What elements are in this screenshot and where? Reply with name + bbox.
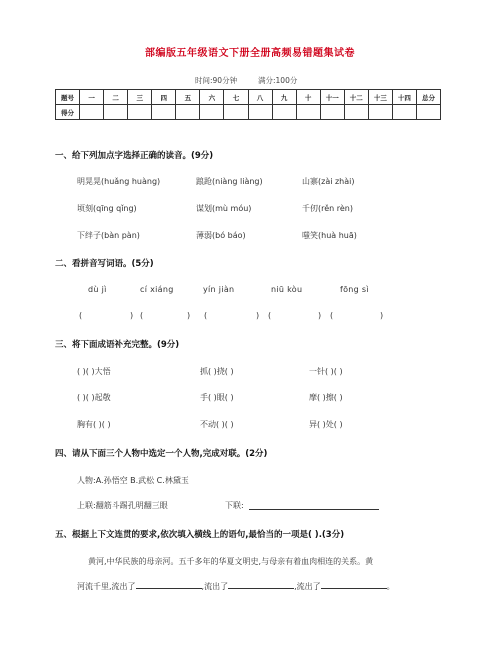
answer-bracket-close: ) xyxy=(130,311,134,320)
score-input-cell[interactable] xyxy=(296,105,320,120)
score-row-label: 得分 xyxy=(56,105,80,120)
score-input-cell[interactable] xyxy=(224,105,248,120)
score-table xyxy=(55,89,441,120)
fill-blank[interactable] xyxy=(321,588,387,589)
score-table-cell: 十 xyxy=(296,90,320,105)
answer-bracket-open: ( xyxy=(79,311,83,320)
fill-blank[interactable] xyxy=(136,588,202,589)
answer-bracket-close: ) xyxy=(256,311,260,320)
q1-item: 千仞(rěn rèn) xyxy=(302,204,353,213)
score-input-cell[interactable] xyxy=(416,105,440,120)
pinyin-item: dù jì xyxy=(88,285,107,294)
answer-bracket-open: ( xyxy=(204,311,208,320)
score-table-cell: 十一 xyxy=(320,90,344,105)
score-table-cell: 四 xyxy=(152,90,176,105)
pinyin-item: cí xiáng xyxy=(140,285,174,294)
answer-bracket-open: ( xyxy=(140,311,144,320)
score-table-score-row xyxy=(56,105,441,120)
score-input-cell[interactable] xyxy=(104,105,128,120)
score-table-cell: 三 xyxy=(128,90,152,105)
idiom-item: 手( )眼( ) xyxy=(200,393,234,402)
section-2-heading: 二、看拼音写词语。(5分) xyxy=(55,259,154,269)
time-limit: 时间:90分钟 xyxy=(195,76,238,85)
q1-item: 下绊子(bàn pàn) xyxy=(77,231,140,240)
score-table-cell: 总分 xyxy=(416,90,440,105)
passage-text: 河流千里,流出了 xyxy=(77,582,136,591)
idiom-item: 摩( )擦( ) xyxy=(309,393,343,402)
pinyin-item: fōng sì xyxy=(340,285,369,294)
idiom-item: 胸有( )( ) xyxy=(77,420,111,429)
score-table-cell: 一 xyxy=(80,90,104,105)
idiom-item: 不动( )( ) xyxy=(200,420,234,429)
idiom-item: ( )( )大悟 xyxy=(77,367,111,376)
pinyin-item: niū kòu xyxy=(271,285,303,294)
section-3-heading: 三、将下面成语补充完整。(9分) xyxy=(55,340,180,350)
answer-bracket-close: ) xyxy=(187,311,191,320)
q1-item: 明晃晃(huǎng huàng) xyxy=(77,177,161,186)
passage-line: 黄河,中华民族的母亲河。五千多年的华夏文明史,与母亲有着血肉相连的关系。黄 xyxy=(88,557,374,566)
page-title: 部编版五年级语文下册全册高频易错题集试卷 xyxy=(145,48,355,59)
score-table-cell: 二 xyxy=(104,90,128,105)
pinyin-item: yín jiàn xyxy=(203,285,235,294)
section-5-heading: 五、根据上下文连贯的要求,依次填入横线上的语句,最恰当的一项是( ).(3分) xyxy=(55,530,345,540)
couplet-lower-label: 下联: xyxy=(225,501,244,510)
score-input-cell[interactable] xyxy=(176,105,200,120)
score-table-cell: 九 xyxy=(272,90,296,105)
q1-item: 谋划(mù móu) xyxy=(196,204,252,213)
q1-item: 踉跄(niàng liàng) xyxy=(196,177,263,186)
score-table-header-row xyxy=(56,90,441,105)
answer-bracket-open: ( xyxy=(268,311,272,320)
score-table-cell: 十四 xyxy=(392,90,416,105)
score-table-cell: 五 xyxy=(176,90,200,105)
score-table-cell: 七 xyxy=(224,90,248,105)
passage-text: ,流出了 xyxy=(294,582,321,591)
q1-item: 嗤笑(huà huā) xyxy=(302,231,357,240)
couplet-upper: 上联:翻筋斗踢孔明翻三眼 xyxy=(77,501,168,510)
q1-item: 山寨(zài zhài) xyxy=(302,177,355,186)
score-table-cell: 十三 xyxy=(368,90,392,105)
score-input-cell[interactable] xyxy=(344,105,368,120)
idiom-item: 抓( )挠( ) xyxy=(200,367,234,376)
score-input-cell[interactable] xyxy=(368,105,392,120)
score-input-cell[interactable] xyxy=(248,105,272,120)
answer-bracket-open: ( xyxy=(330,311,334,320)
score-input-cell[interactable] xyxy=(80,105,104,120)
score-input-cell[interactable] xyxy=(128,105,152,120)
passage-text: 。 xyxy=(386,582,395,591)
couplet-lower-blank[interactable] xyxy=(249,509,379,510)
q1-item: 顷刻(qīng qǐng) xyxy=(77,204,137,213)
score-input-cell[interactable] xyxy=(200,105,224,120)
score-table-cell: 六 xyxy=(200,90,224,105)
character-options: 人物:A.孙悟空 B.武松 C.林黛玉 xyxy=(77,476,189,485)
idiom-item: 一针( )( ) xyxy=(309,367,343,376)
answer-bracket-close: ) xyxy=(318,311,322,320)
score-input-cell[interactable] xyxy=(152,105,176,120)
passage-text: ,流出了 xyxy=(201,582,229,591)
q1-item: 薄弱(bó báo) xyxy=(196,231,246,240)
score-input-cell[interactable] xyxy=(320,105,344,120)
score-table-cell: 十二 xyxy=(344,90,368,105)
idiom-item: ( )( )起敬 xyxy=(77,393,111,402)
section-1-heading: 一、给下列加点字选择正确的读音。(9分) xyxy=(55,151,214,161)
answer-bracket-close: ) xyxy=(380,311,384,320)
score-input-cell[interactable] xyxy=(272,105,296,120)
passage-line-2 xyxy=(77,581,395,592)
idiom-item: 异( )处( ) xyxy=(309,420,343,429)
full-score: 满分:100分 xyxy=(258,76,298,85)
score-table-cell: 八 xyxy=(248,90,272,105)
score-table-cell: 题号 xyxy=(56,90,80,105)
fill-blank[interactable] xyxy=(228,588,294,589)
section-4-heading: 四、请从下面三个人物中选定一个人物,完成对联。(2分) xyxy=(55,449,268,459)
score-input-cell[interactable] xyxy=(392,105,416,120)
